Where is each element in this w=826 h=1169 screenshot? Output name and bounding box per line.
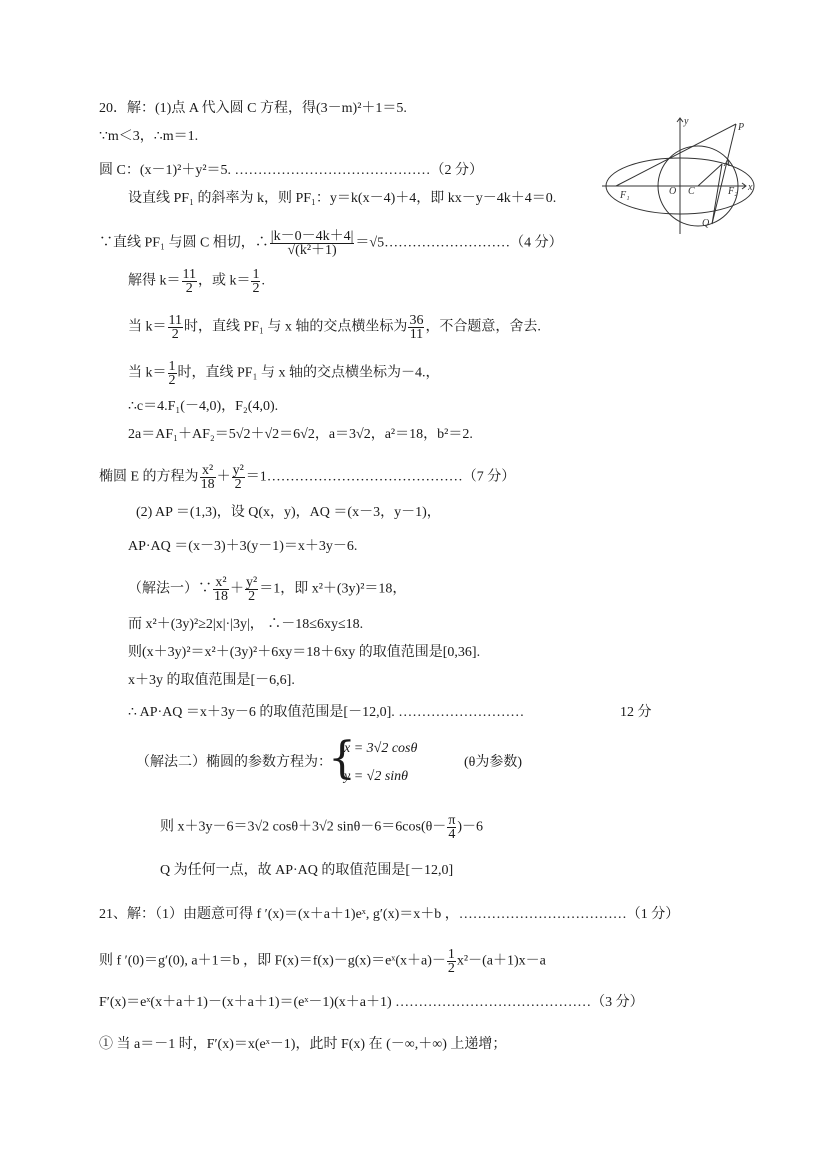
text: ＝√5………………………（4 分） [355,235,563,251]
p20-line-17: x＋3y 的取值范围是[－6,6]. [128,673,295,688]
numerator: 11 [168,313,182,328]
fraction [213,576,229,603]
p20-line-18 [128,704,524,722]
denominator: 4 [448,827,456,842]
text: )－6 [457,819,484,835]
numerator: |k－0－4k＋4| [270,229,354,244]
text: ＝1，即 x²＋(3y)²＝18， [259,581,407,597]
numerator: y² [232,463,244,478]
text: . [261,273,265,289]
label-y: y [684,116,689,127]
fraction [232,464,245,491]
text: 当 k＝ [128,365,167,381]
p20-line-4: 设直线 PF₁ 的斜率为 k，则 PF₁：y＝k(x－4)＋4，即 kx－y－4k＋4＝0. [128,191,557,206]
numerator: 1 [447,947,455,962]
denominator: 18 [214,589,228,604]
p20-line-18-score: 12 分 [620,705,652,720]
numerator: 36 [409,313,424,328]
fraction [447,814,456,841]
label-o: O [669,186,677,197]
label-c: C [688,186,695,197]
label-x: x [748,182,753,193]
p21-line-3: F′(x)＝eˣ(x＋a＋1)－(x＋a＋1)＝(eˣ－1)(x＋a＋1) ……………………………………（3 分） [99,995,644,1010]
denominator: 2 [168,373,176,388]
denominator: 11 [409,327,424,342]
text: ∴ AP·AQ ＝x＋3y－6 的取值范围是[－12,0]. ……………………… [128,705,525,720]
denominator: 2 [447,961,455,976]
text: 则 f ′(0)＝g′(0), a＋1＝b ，即 F(x)＝f(x)－g(x)＝eˣ(x＋a)－ [99,953,446,969]
p20-line-8 [128,360,439,387]
text: 时，直线 PF₁ 与 x 轴的交点横坐标为 [183,319,408,335]
label-a: A [724,158,731,169]
fraction [447,948,456,975]
denominator: 2 [185,281,193,296]
text: ＋ [216,469,231,485]
p20-line-1: 20．解：(1)点 A 代入圆 C 方程，得(3－m)²＋1＝5. [99,101,407,116]
param-eq-y: y = √2 sinθ [344,769,409,784]
denominator: 2 [171,327,179,342]
p21-line-4: ① 当 a＝－1 时，F′(x)＝x(eˣ－1)，此时 F(x) 在 (－∞,＋∞) 上递增； [99,1037,507,1052]
text: 当 k＝ [128,319,167,335]
p20-line-6 [128,268,265,295]
numerator: 1 [252,267,260,282]
line-a-q [712,164,722,224]
denominator: 2 [248,589,256,604]
label-f1: F₁ [620,190,630,201]
numerator: π [448,813,456,828]
p20-line-12: (2) AP ＝(1,3)，设 Q(x，y)，AQ ＝(x－3，y－1)， [136,505,441,520]
p20-line-11 [99,464,515,491]
text: 椭圆 E 的方程为 [99,469,199,485]
p20-line-19-label: （解法二）椭圆的参数方程为： [136,755,332,770]
param-note: (θ为参数) [464,755,523,770]
text: ＋ [230,581,244,597]
param-eq-x: x = 3√2 cosθ [344,741,418,756]
line-f1-p [616,124,736,186]
numerator: x² [213,576,229,590]
fraction [200,464,216,491]
fraction [270,230,355,257]
label-q: Q [702,218,710,229]
denominator: 18 [200,477,215,492]
fraction [245,576,258,603]
p20-line-13: AP·AQ ＝(x－3)＋3(y－1)＝x＋3y－6. [128,539,358,554]
text: ∵直线 PF₁ 与圆 C 相切，∴ [99,235,269,251]
p20-line-9: ∴c＝4.F₁(－4,0)，F₂(4,0). [128,399,279,414]
p20-line-3: 圆 C：(x－1)²＋y²＝5. ……………………………………（2 分） [99,163,484,178]
label-p: P [738,122,745,133]
p20-line-7 [128,314,541,341]
numerator: x² [200,464,216,478]
numerator: 11 [182,267,196,282]
denominator: √(k²＋1) [287,243,337,258]
denominator: 2 [252,281,260,296]
numerator: 1 [168,359,176,374]
fraction [408,314,424,341]
p20-line-21: Q 为任何一点，故 AP·AQ 的取值范围是[－12,0] [160,863,454,878]
fraction [182,268,197,295]
fraction [168,360,177,387]
text: 时，直线 PF₁ 与 x 轴的交点横坐标为－4.， [177,365,440,381]
label-f2: F₂ [728,186,738,197]
fraction [168,314,183,341]
geometry-figure [596,112,762,238]
p20-line-5 [99,230,563,257]
p20-line-14 [128,576,406,603]
p20-line-20 [160,814,483,841]
p20-line-10: 2a＝AF₁＋AF₂＝5√2＋√2＝6√2，a＝3√2，a²＝18，b²＝2. [128,427,473,442]
text: ，不合题意，舍去. [425,319,541,335]
fraction [251,268,260,295]
p20-line-16: 则(x＋3y)²＝x²＋(3y)²＋6xy＝18＋6xy 的取值范围是[0,36]. [128,645,481,660]
denominator: 2 [234,477,242,492]
p20-line-2: ∵m＜3，∴m＝1. [99,129,199,144]
text: x²－(a＋1)x－a [456,953,546,969]
text: ＝1……………………………………（7 分） [245,469,516,485]
p20-line-15: 而 x²＋(3y)²≥2|x|·|3y|， ∴－18≤6xy≤18. [128,617,364,632]
text: （解法一）∵ [128,581,212,597]
p21-line-1: 21、解：（1）由题意可得 f ′(x)＝(x＋a＋1)eˣ, g′(x)＝x＋b ，………………………………（1 分） [99,907,680,922]
text: 则 x＋3y－6＝3√2 cosθ＋3√2 sinθ－6＝6cos(θ－ [160,819,447,835]
numerator: y² [246,575,258,590]
text: 解得 k＝ [128,273,181,289]
p21-line-2 [99,948,546,975]
text: ，或 k＝ [197,273,251,289]
brace: { [328,733,356,784]
